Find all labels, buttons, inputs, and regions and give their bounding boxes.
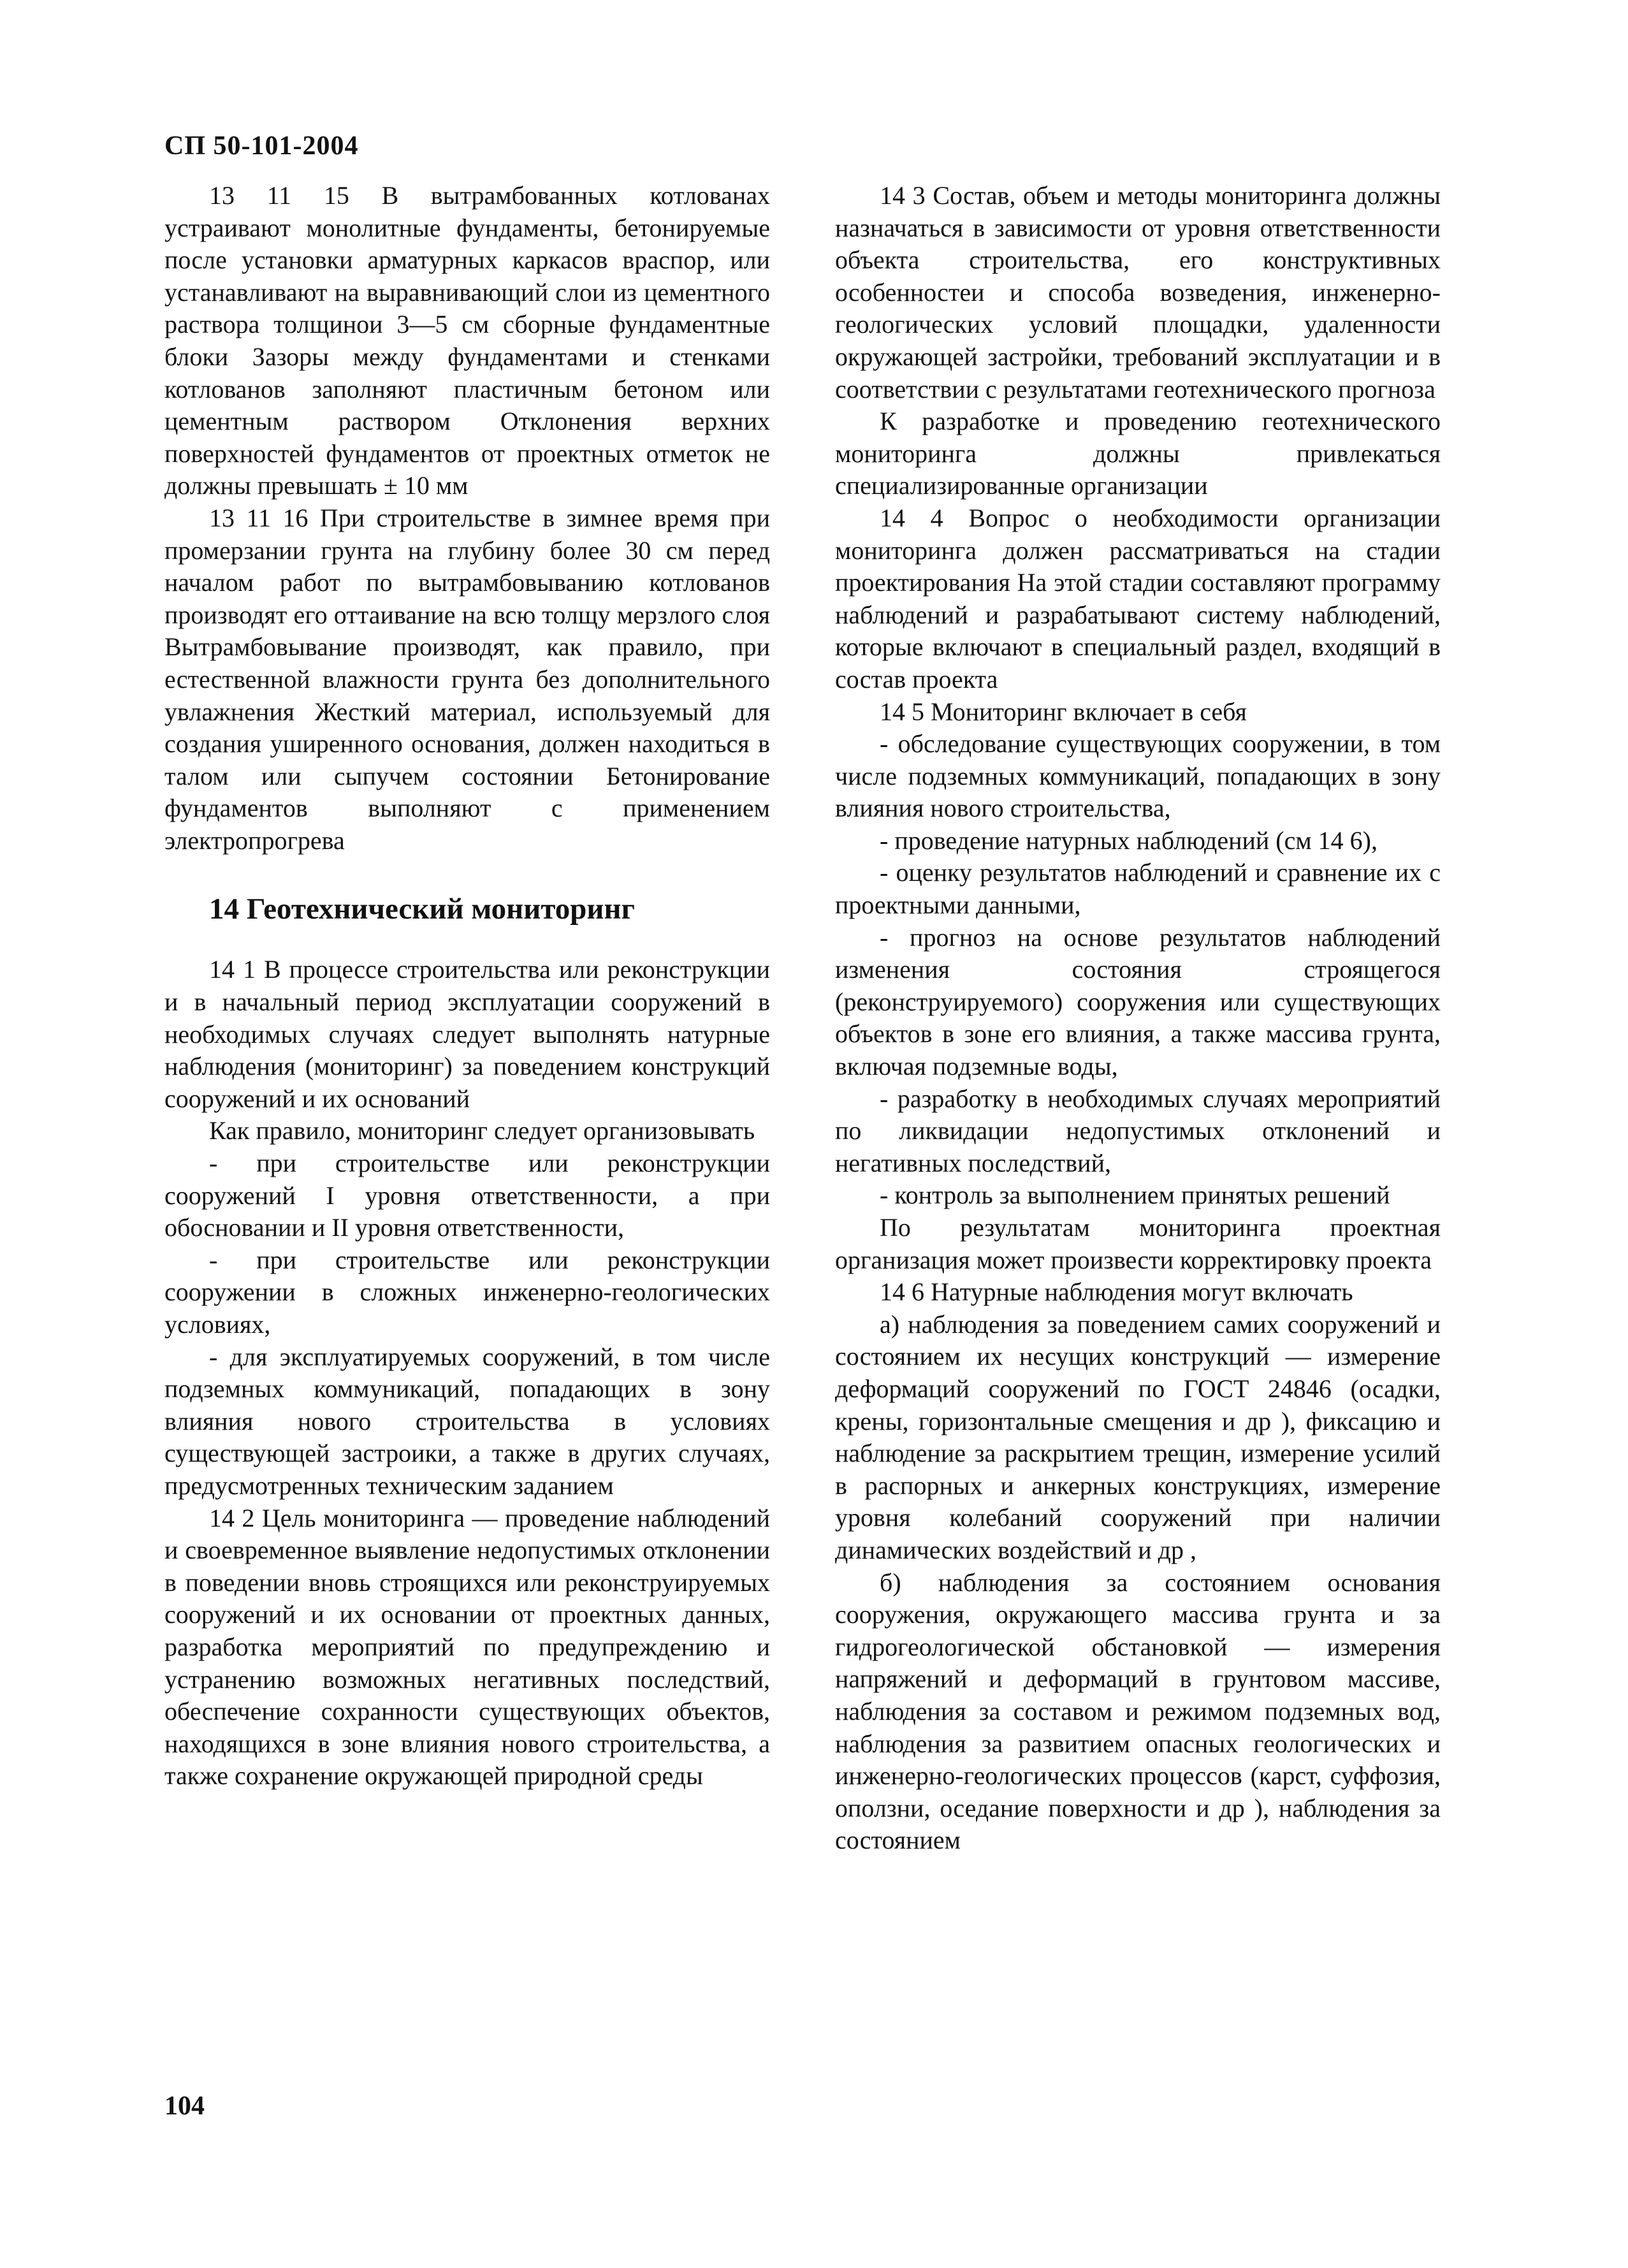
- right-column: [835, 180, 1441, 1857]
- list-item: - проведение натурных наблюдений (см 14 6),: [880, 825, 1377, 855]
- list-item: - оценку результатов наблюдений и сравнение их с проектными данными,: [835, 858, 1441, 920]
- paragraph-14-1: 14 1 В процессе строительства или реконструкции и в начальный период эксплуатации сооружений в необходимых случаях следует выполнять натурные наблюдения (мониторинг) за поведением конструкций сооружений и их оснований: [164, 955, 770, 1113]
- list-item: - разработку в необходимых случаях мероприятий по ликвидации недопустимых отклонений и негативных последствий,: [835, 1084, 1441, 1177]
- paragraph-14-2: 14 2 Цель мониторинга — проведение наблюдений и своевременное выявление недопустимых отклонении в поведении вновь строящихся или реконструируемых сооружений и их основании от проектных данных, разработка мероприятий по предупреждению и устранению возможных негативных последствий, обеспечение сохранности существующих объектов, находящихся в зоне влияния нового строительства, а также сохранение окружающей природной среды: [164, 1503, 770, 1791]
- document-code-header: СП 50-101-2004: [164, 131, 359, 161]
- paragraph-13-11-16: 13 11 16 При строительстве в зимнее время при промерзании грунта на глубину более 30 см перед началом работ по вытрамбовыванию котлованов производят его оттаивание на всю толщу мерзлого слоя Вытрамбовывание производят, как правило, при естественной влажности грунта без дополнительного увлажнения Жесткий материал, используемый для создания уширенного основания, должен находиться в талом или сыпучем состоянии Бетонирование фундаментов выполняют с применением электропрогрева: [164, 503, 770, 855]
- section-title: 14 Геотехнический мониторинг: [209, 892, 635, 926]
- paragraph-project-correction: По результатам мониторинга проектная организация может произвести корректировку проекта: [835, 1213, 1441, 1274]
- list-item: - при строительстве или реконструкции сооружений I уровня ответственности, а при обосновании и II уровня ответственности,: [164, 1149, 770, 1242]
- paragraph-14-6: 14 6 Натурные наблюдения могут включать: [880, 1277, 1353, 1307]
- paragraph-13-11-15: 13 11 15 В вытрамбованных котлованах устраивают монолитные фундаменты, бетонируемые после установки арматурных каркасов враспор, или устанавливают на выравнивающий слои из цементного раствора толщинои 3—5 см сборные фундаментные блоки Зазоры между фундаментами и стенками котлованов заполняют пластичным бетоном или цементным раствором Отклонения верхних поверхностей фундаментов от проектных отметок не должны превышать ± 10 мм: [164, 181, 770, 500]
- left-column: [164, 180, 770, 1792]
- list-item: - при строительстве или реконструкции сооружении в сложных инженерно-геологических условиях,: [164, 1245, 770, 1339]
- paragraph-monitoring-cases-intro: Как правило, мониторинг следует организовывать: [209, 1116, 755, 1145]
- list-item: - обследование существующих сооружении, в том числе подземных коммуникаций, попадающих в зону влияния нового строительства,: [835, 729, 1441, 823]
- list-item: - контроль за выполнением принятых решений: [880, 1181, 1390, 1210]
- list-item-b: б) наблюдения за состоянием основания сооружения, окружающего массива грунта и за гидрогеологической обстановкой — измерения напряжений и деформаций в грунтовом массиве, наблюдения за составом и режимом подземных вод, наблюдения за развитием опасных геологических и инженерно-геологических процессов (карст, суффозия, оползни, оседание поверхности и др ), наблюдения за состоянием: [835, 1567, 1441, 1855]
- paragraph-14-3: 14 3 Состав, объем и методы мониторинга должны назначаться в зависимости от уровня ответственности объекта строительства, его конструктивных особенностеи и способа возведения, инженерно-геологических условий площадки, удаленности окружающей застройки, требований эксплуатации и в соответствии с результатами геотехнического прогноза: [835, 181, 1441, 403]
- page-number: 104: [164, 2091, 205, 2121]
- list-item: - для эксплуатируемых сооружений, в том числе подземных коммуникаций, попадающих в зону влияния нового строительства в условиях существующей застроики, а также в других случаях, предусмотренных техническим заданием: [164, 1342, 770, 1500]
- list-item-a: а) наблюдения за поведением самих сооружений и состоянием их несущих конструкций — измерение деформаций сооружений по ГОСТ 24846 (осадки, крены, горизонтальные смещения и др ), фиксацию и наблюдение за раскрытием трещин, измерение усилий в распорных и анкерных конструкциях, измерение уровня колебаний сооружений при наличии динамических воздействий и др ,: [835, 1309, 1441, 1564]
- paragraph-14-4: 14 4 Вопрос о необходимости организации мониторинга должен рассматриваться на стадии проектирования На этой стадии составляют программу наблюдений и разрабатывают систему наблюдений, которые включают в специальный раздел, входящий в состав проекта: [835, 503, 1441, 694]
- paragraph-specialized-organizations: К разработке и проведению геотехнического мониторинга должны привлекаться специализированные организации: [835, 407, 1441, 500]
- paragraph-14-5: 14 5 Мониторинг включает в себя: [880, 697, 1247, 726]
- list-item: - прогноз на основе результатов наблюдений изменения состояния строящегося (реконструируемого) сооружения или существующих объектов в зоне его влияния, а также массива грунта, включая подземные воды,: [835, 922, 1441, 1081]
